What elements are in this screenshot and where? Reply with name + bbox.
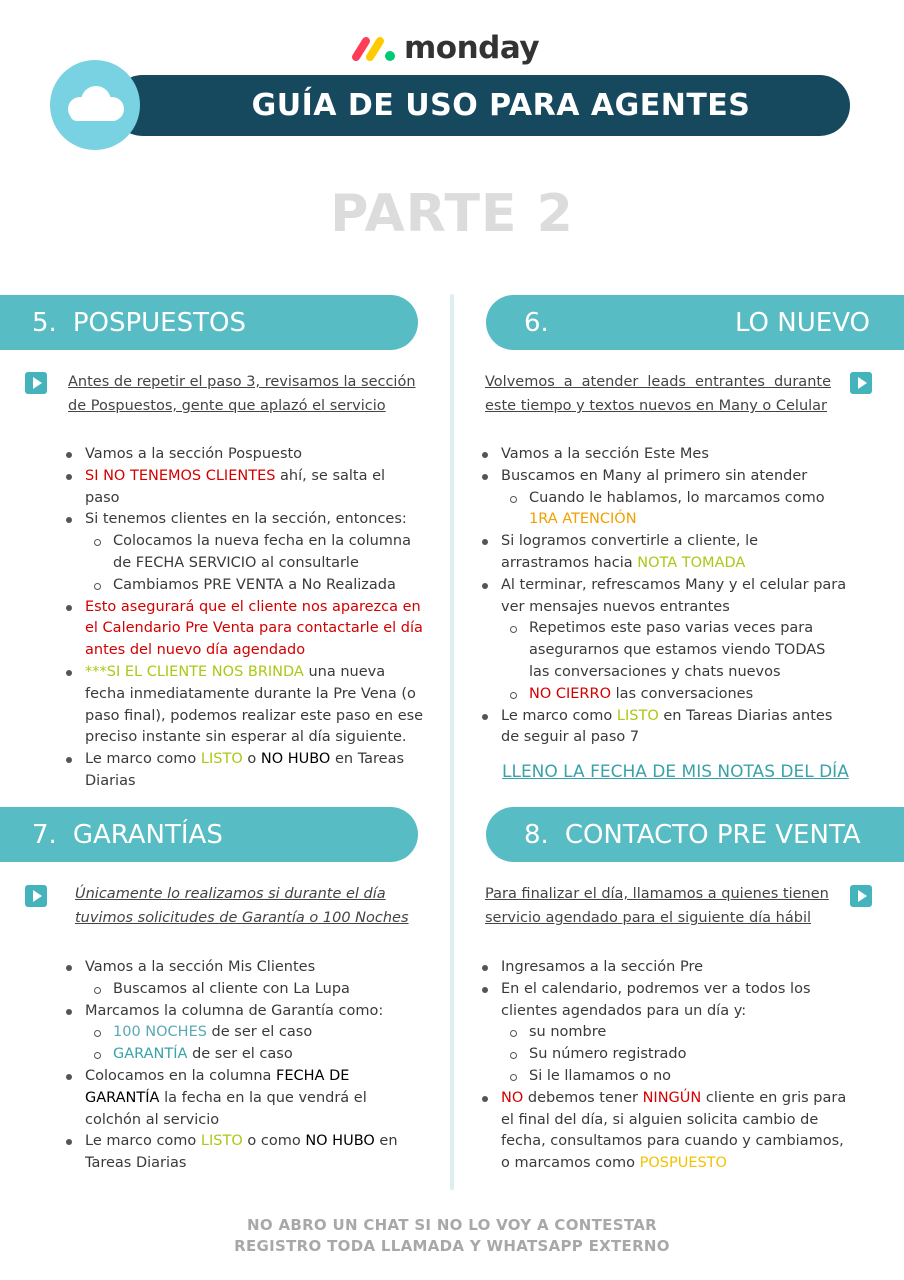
list-item: Repetimos este paso varias veces para asegurarnos que estamos viendo TODAS las conversaciones y chats nuevos [508,618,850,683]
section-number: 6. [524,307,549,338]
list-item: Colocamos la nueva fecha en la columna de FECHA SERVICIO al consultarle [92,531,424,575]
list-item: Su número registrado [508,1044,850,1066]
list-item: Cambiamos PRE VENTA a No Realizada [92,575,424,597]
list-item: Al terminar, refrescamos Many y el celular para ver mensajes nuevos entrantes [480,575,850,619]
footer-line-2: REGISTRO TODA LLAMADA Y WHATSAPP EXTERNO [234,1237,670,1255]
title-banner [112,75,850,136]
section-number: 8. [524,819,549,850]
section-number: 7. [32,819,57,850]
list-item: Si le llamamos o no [508,1066,850,1088]
list-item: Esto asegurará que el cliente nos aparezca en el Calendario Pre Venta para contactarle el día antes del nuevo día agendado [64,597,424,662]
section-title: POSPUESTOS [72,307,246,338]
section-number: 5. [32,307,57,338]
list-item: Le marco como LISTO o como NO HUBO en Tareas Diarias [64,1131,424,1175]
cloud-icon [58,83,132,127]
list-item: Si logramos convertirle a cliente, le arrastramos hacia NOTA TOMADA [480,531,850,575]
list-item: Si tenemos clientes en la sección, entonces: [64,509,424,531]
list-item: GARANTÍA de ser el caso [92,1044,424,1066]
play-icon [850,372,872,394]
list-item: Le marco como LISTO en Tareas Diarias antes de seguir al paso 7 [480,706,850,750]
list-item: su nombre [508,1022,850,1044]
section-6-intro: Volvemos a atender leads entrantes durante este tiempo y textos nuevos en Many o Celular [485,374,831,414]
list-item: Vamos a la sección Este Mes [480,444,850,466]
page-title: GUÍA DE USO PARA AGENTES [251,88,751,123]
section-5-intro: Antes de repetir el paso 3, revisamos la sección de Pospuestos, gente que aplazó el servicio [68,374,416,414]
list-item: Buscamos al cliente con La Lupa [92,979,424,1001]
section-6-header [486,295,904,350]
section-title: LO NUEVO [735,307,870,338]
list-item: SI NO TENEMOS CLIENTES ahí, se salta el paso [64,466,424,510]
list-item: Colocamos en la columna FECHA DE GARANTÍA la fecha en la que vendrá el colchón al servicio [64,1066,424,1131]
list-item: Buscamos en Many al primero sin atender [480,466,850,488]
list-item: Marcamos la columna de Garantía como: [64,1001,424,1023]
section-title: GARANTÍAS [72,819,223,850]
monday-logo [348,26,539,70]
play-icon [25,372,47,394]
list-item: NO debemos tener NINGÚN cliente en gris para el final del día, si alguien solicita cambio de fecha, consultamos para cuando y cambiamos, o marcamos como POSPUESTO [480,1088,850,1175]
cloud-badge [50,60,140,150]
play-icon [850,885,872,907]
column-divider [450,294,454,1190]
list-item: Le marco como LISTO o NO HUBO en Tareas Diarias [64,749,424,793]
list-item: ***SI EL CLIENTE NOS BRINDA una nueva fecha inmediatamente durante la Pre Vena (o paso final), podemos realizar este paso en ese preciso instante sin esperar al día siguiente. [64,662,424,749]
list-item: En el calendario, podremos ver a todos los clientes agendados para un día y: [480,979,850,1023]
play-icon [25,885,47,907]
section-5-header [0,295,418,350]
list-item: Cuando le hablamos, lo marcamos como 1RA ATENCIÓN [508,488,850,532]
section-7-intro: Únicamente lo realizamos si durante el día tuvimos solicitudes de Garantía o 100 Noches [75,886,409,926]
section-7-list [64,957,424,1175]
list-item: 100 NOCHES de ser el caso [92,1022,424,1044]
list-item: Vamos a la sección Mis Clientes [64,957,424,979]
section-8-list [480,957,850,1175]
section-8-intro: Para finalizar el día, llamamos a quienes tienen servicio agendado para el siguiente día hábil [485,886,829,926]
list-item: Vamos a la sección Pospuesto [64,444,424,466]
section-7-header [0,807,418,862]
brand-name: monday [404,30,540,66]
section-6-list [480,444,850,749]
monday-logo-icon [348,33,398,63]
section-title: CONTACTO PRE VENTA [564,819,861,850]
section-5-list [64,444,424,793]
footer-line-1: NO ABRO UN CHAT SI NO LO VOY A CONTESTAR [247,1216,657,1234]
list-item: NO CIERRO las conversaciones [508,684,850,706]
part-heading: PARTE 2 [330,184,574,244]
notes-date-reminder: LLENO LA FECHA DE MIS NOTAS DEL DÍA [502,762,849,782]
list-item: Ingresamos a la sección Pre [480,957,850,979]
section-8-header [486,807,904,862]
